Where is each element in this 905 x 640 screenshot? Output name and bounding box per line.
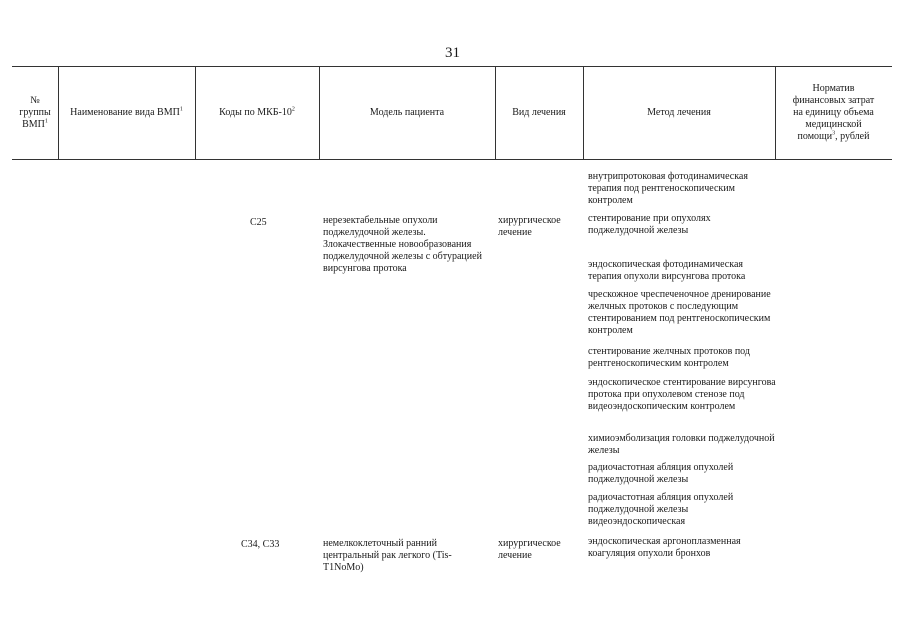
header-vmp-name: Наименование вида ВМП$^1$ <box>70 106 183 118</box>
method-item: эндоскопическое стентирование вирсунгова протока при опухолевом стенозе под видеоэндоскопическим контролем <box>588 377 776 412</box>
header-icd-codes: Коды по МКБ-$10^2$ <box>219 106 295 118</box>
method-item: эндоскопическая аргоноплазменная коагуляция опухоли бронхов <box>588 536 741 559</box>
header-patient-model: Модель пациента <box>369 107 445 118</box>
header-treatment-type: Вид лечения <box>512 107 566 118</box>
icd-code-cell: C25 <box>250 217 267 228</box>
table-header <box>12 66 892 160</box>
treatment-type-cell: хирургическое лечение <box>498 215 561 238</box>
method-item: эндоскопическая фотодинамическая терапия опухоли вирсунгова протока <box>588 259 746 282</box>
method-item: химиоэмболизация головки поджелудочной железы <box>588 433 775 456</box>
header-treatment-method: Метод лечения <box>647 107 711 118</box>
header-cost-norm: Норматив финансовых затрат на единицу объема медицинской помощи$^3$, рублей <box>792 83 875 142</box>
patient-model-cell: нерезектабельные опухоли поджелудочной железы. Злокачественные новообразования поджелудочной железы с обтурацией вирсунгова протока <box>323 215 482 274</box>
method-item: стентирование при опухолях поджелудочной железы <box>588 213 711 236</box>
icd-code-cell: C34, C33 <box>241 539 280 550</box>
method-item: внутрипротоковая фотодинамическая терапия под рентгеноскопическим контролем <box>588 171 748 206</box>
method-item: радиочастотная абляция опухолей поджелудочной железы видеоэндоскопическая <box>588 492 734 527</box>
method-item: радиочастотная абляция опухолей поджелудочной железы <box>588 462 734 485</box>
page-number: 31 <box>445 45 460 61</box>
method-item: стентирование желчных протоков под рентгеноскопическим контролем <box>588 346 750 369</box>
method-item: чрескожное чреспеченочное дренирование желчных протоков с последующим стентированием под рентгеноскопическим контролем <box>588 289 771 336</box>
header-group-number: № группы ВМП$^1$ <box>19 95 51 130</box>
treatment-type-cell: хирургическое лечение <box>498 538 561 561</box>
patient-model-cell: немелкоклеточный ранний центральный рак легкого (Tis-T1NoMo) <box>323 538 452 573</box>
